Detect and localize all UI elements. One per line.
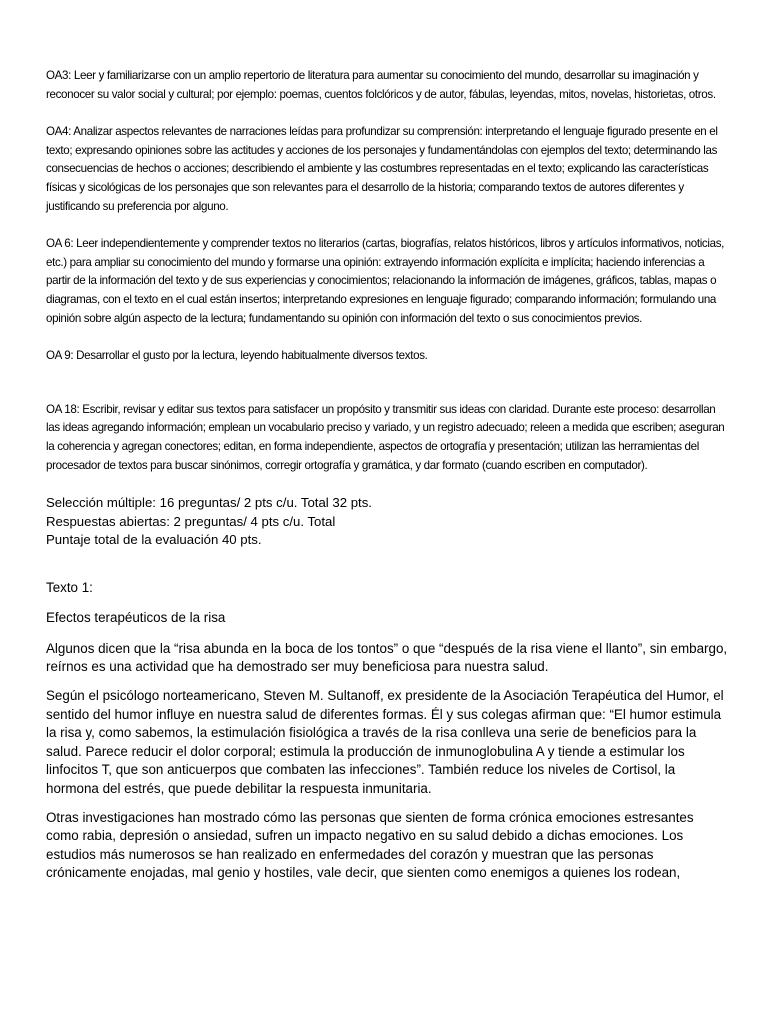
text1-label: Texto 1: xyxy=(46,579,93,595)
text1-paragraph: Según el psicólogo norteamericano, Steven M. Sultanoff, ex presidente de la Asociación Terapéutica del Humor, el sentido del humor influye en nuestra salud de diferentes formas. Él y sus colegas afirman que: “El humor estimula la risa y, como sabemos, la estimulación fisiológica a través de la risa conlleva una serie de beneficios para la salud. Parece reducir el dolor corporal; estimula la producción de inmunoglobulina A y tiende a estimular los linfocitos T, que son anticuerpos que combaten las infecciones”. También reduce los niveles de Cortisol, la hormona del estrés, que puede debilitar la respuesta inmunitaria. xyxy=(46,687,724,796)
scoring-multiple-choice: Selección múltiple: 16 preguntas/ 2 pts c/u. Total 32 pts. xyxy=(46,495,372,511)
scoring-open-answers: Respuestas abiertas: 2 preguntas/ 4 pts c/u. Total xyxy=(46,513,336,529)
text1-title: Efectos terapéuticos de la risa xyxy=(46,610,226,626)
objective-oa6: OA 6: Leer independientemente y comprender textos no literarios (cartas, biografías, relatos históricos, libros y artículos informativos, noticias, etc.) para ampliar su conocimiento del mundo y formarse una opinión: extrayendo información explícita e implícita; haciendo inferencias a partir de la información del texto y de sus experiencias y conocimientos; relacionando la información de imágenes, gráficos, tablas, mapas o diagramas, con el texto en el cual están insertos; interpretando expresiones en lenguaje figurado; comparando información; formulando una opinión sobre algún aspecto de la lectura; fundamentando su opinión con información del texto o sus conocimientos previos. xyxy=(46,237,725,325)
text1-paragraph: Algunos dicen que la “risa abunda en la boca de los tontos” o que “después de la risa viene el llanto”, sin embargo, reírnos es una actividad que ha demostrado ser muy beneficiosa para nuestra salud. xyxy=(46,640,728,675)
scoring-total: Puntaje total de la evaluación 40 pts. xyxy=(46,532,262,548)
objective-oa9: OA 9: Desarrollar el gusto por la lectura, leyendo habitualmente diversos textos. xyxy=(46,349,428,363)
objective-oa4: OA4: Analizar aspectos relevantes de narraciones leídas para profundizar su comprensión: interpretando el lenguaje figurado presente en el texto; expresando opiniones sobre las actitudes y acciones de los personajes y fundamentándolas con ejemplos del texto; determinando las consecuencias de hechos o acciones; describiendo el ambiente y las costumbres representadas en el texto; explicando las características físicas y sicológicas de los personajes que son relevantes para el desarrollo de la historia; comparando textos de autores diferentes y justificando su preferencia por alguno. xyxy=(46,125,718,213)
document-page xyxy=(46,67,728,893)
text1-paragraph: Otras investigaciones han mostrado cómo las personas que sienten de forma crónica emociones estresantes como rabia, depresión o ansiedad, sufren un impacto negativo en su salud debido a dichas emociones. Los estudios más numerosos se han realizado en enfermedades del corazón y muestran que las personas crónicamente enojadas, mal genio y hostiles, vale decir, que sienten como enemigos a quienes los rodean, xyxy=(46,809,694,881)
scoring-block xyxy=(46,494,728,550)
objective-oa18: OA 18: Escribir, revisar y editar sus textos para satisfacer un propósito y transmitir sus ideas con claridad. Durante este proceso: desarrollan las ideas agregando información; emplean un vocabulario preciso y variado, y un registro adecuado; releen a medida que escriben; aseguran la coherencia y agregan conectores; editan, en forma independiente, aspectos de ortografía y presentación; utilizan las herramientas del procesador de textos para buscar sinónimos, corregir ortografía y gramática, y dar formato (cuando escriben en computador). xyxy=(46,402,725,472)
objective-oa3: OA3: Leer y familiarizarse con un amplio repertorio de literatura para aumentar su conocimiento del mundo, desarrollar su imaginación y reconocer su valor social y cultural; por ejemplo: poemas, cuentos folclóricos y de autor, fábulas, leyendas, mitos, novelas, historietas, otros. xyxy=(46,69,716,101)
